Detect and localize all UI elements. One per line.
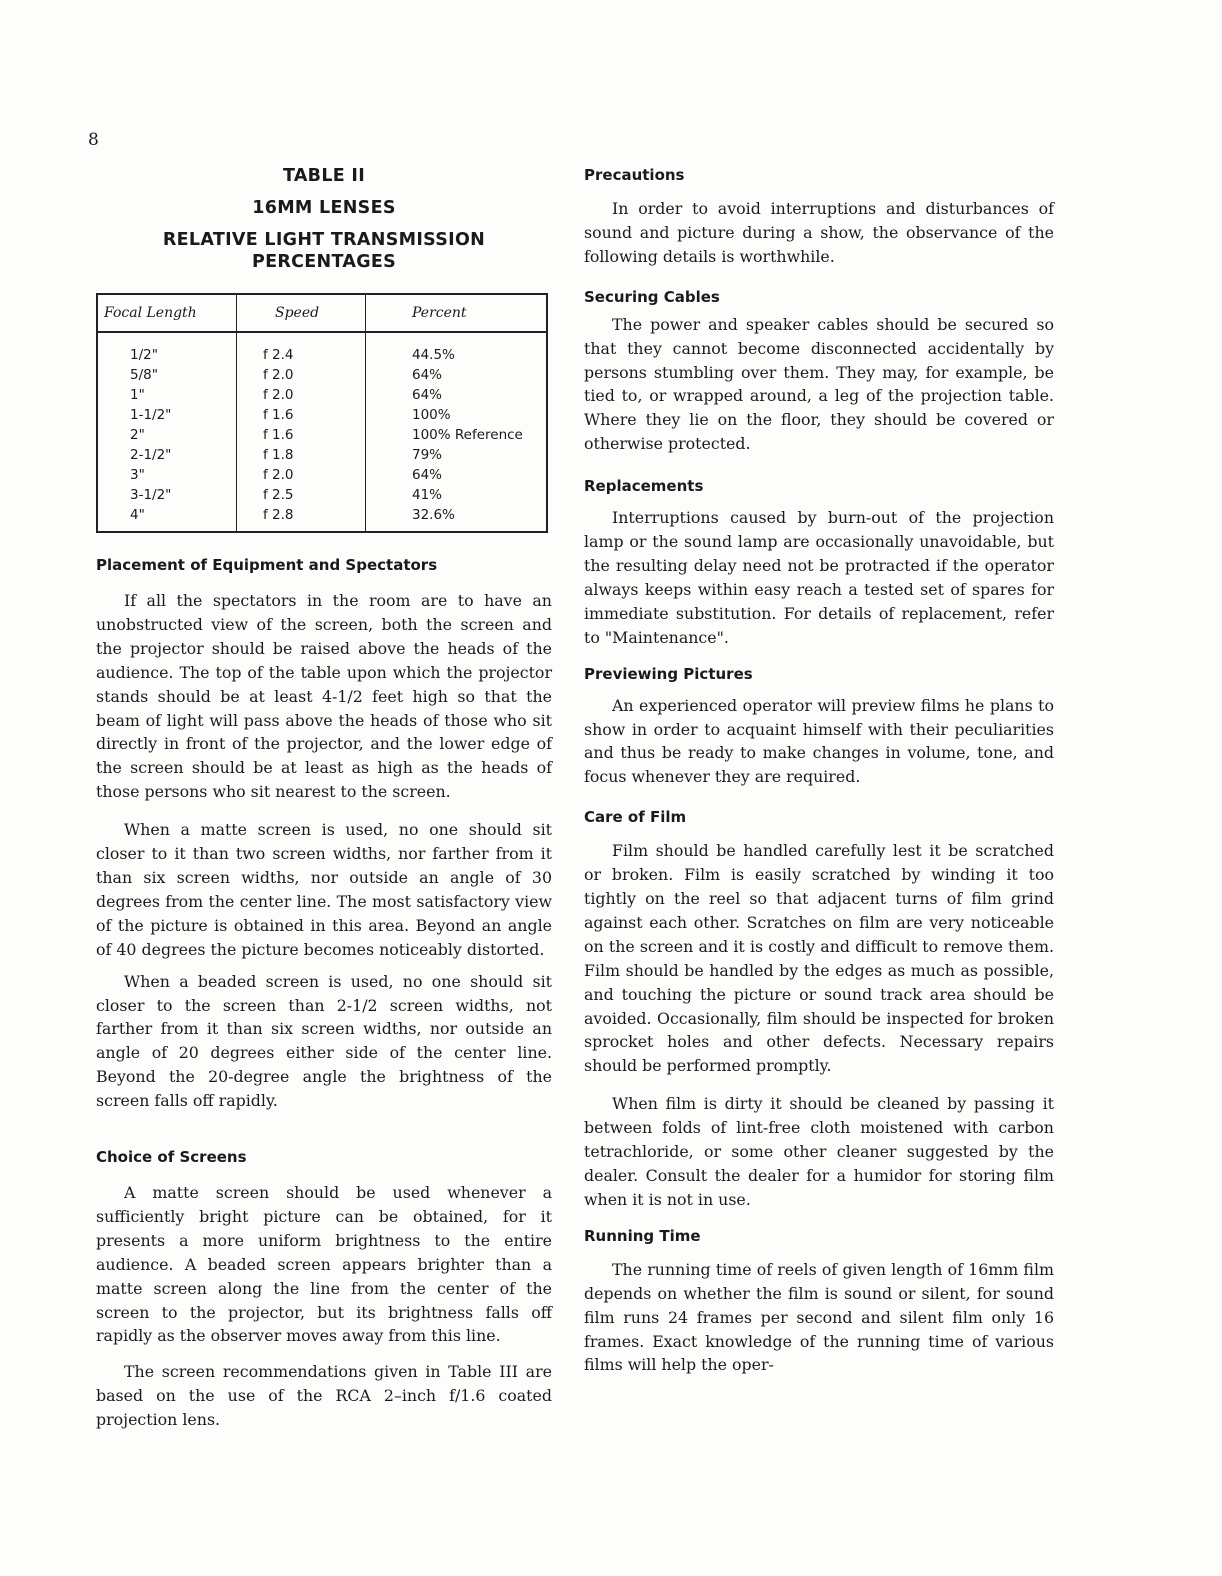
cell-focal-length: 4" (97, 505, 237, 532)
paragraph: An experienced operator will preview films he plans to show in order to acquaint himself with their peculiarities and thus be ready to make changes in volume, tone, and focus whenever they are required. (584, 695, 1054, 787)
cell-speed: f 2.0 (237, 385, 366, 405)
cell-focal-length: 3-1/2" (97, 485, 237, 505)
cell-percent: 41% (412, 487, 443, 503)
table-title: TABLE II (282, 166, 366, 186)
paragraph: Film should be handled carefully lest it be scratched or broken. Film is easily scratched by winding it too tightly on the reel so that adjacent turns of film grind against each other. Scratches on film are very noticeable on the screen and it is costly and difficult to remove them. Film should be handled by the edges as much as possible, and touching the picture or sound track area should be avoided. Occasionally, film should be inspected for broken sprocket holes and other defects. Necessary repairs should be performed promptly. (584, 841, 1054, 1076)
section-heading-previewing: Previewing Pictures (584, 664, 753, 683)
cell-percent: 100% Reference (412, 427, 523, 443)
table-caption: RELATIVE LIGHT TRANSMISSION PERCENTAGES (162, 230, 486, 272)
cell-speed: f 2.4 (237, 332, 366, 365)
section-heading-screens: Choice of Screens (96, 1148, 247, 1167)
cell-focal-length: 2" (97, 425, 237, 445)
page-number: 8 (88, 130, 99, 150)
table-row (97, 445, 547, 465)
paragraph: If all the spectators in the room are to have an unobstructed view of the screen, both the screen and the projector should be raised above the heads of the audience. The top of the table upon which the projector stands should be at least 4-1/2 feet high so that the beam of light will pass above the heads of those who sit directly in front of the projector, and the lower edge of the screen should be at least as high as the heads of those persons who sit nearest to the screen. (96, 591, 552, 802)
left-column (96, 165, 552, 1432)
section-heading-replacements: Replacements (584, 477, 704, 496)
table-row (97, 385, 547, 405)
cell-speed: f 2.0 (237, 465, 366, 485)
table-row (97, 405, 547, 425)
header-speed: Speed (237, 294, 366, 332)
cell-speed: f 2.5 (237, 485, 366, 505)
cell-speed: f 2.8 (237, 505, 366, 532)
cell-percent: 100% (412, 407, 451, 423)
right-column (584, 165, 1054, 1377)
paragraph: Interruptions caused by burn-out of the projection lamp or the sound lamp are occasionally unavoidable, but the resulting delay need not be protracted if the operator always keeps within easy reach a tested set of spares for immediate substitution. For details of replacement, refer to "Maintenance". (584, 508, 1054, 647)
paragraph: In order to avoid interruptions and disturbances of sound and picture during a show, the observance of the following details is worthwhile. (584, 199, 1054, 266)
cell-percent: 44.5% (412, 347, 455, 363)
cell-percent: 64% (412, 387, 443, 403)
table-row (97, 465, 547, 485)
cell-percent: 64% (412, 467, 443, 483)
section-heading-precautions: Precautions (584, 166, 685, 184)
section-heading-cables: Securing Cables (584, 287, 720, 306)
cell-focal-length: 1" (97, 385, 237, 405)
cell-percent: 79% (412, 447, 443, 463)
section-heading-running: Running Time (584, 1226, 701, 1245)
paragraph: A matte screen should be used whenever a sufficiently bright picture can be obtained, for it presents a more uniform brightness to the entire audience. A beaded screen appears brighter than a matte screen along the line from the center of the screen to the projector, but its brightness falls off rapidly as the observer moves away from this line. (96, 1183, 552, 1346)
cell-focal-length: 1-1/2" (97, 405, 237, 425)
paragraph: The screen recommendations given in Table III are based on the use of the RCA 2–inch f/1.6 coated projection lens. (96, 1362, 552, 1430)
table-row (97, 505, 547, 532)
table-row (97, 485, 547, 505)
header-focal-length: Focal Length (97, 294, 237, 332)
table-subtitle: 16MM LENSES (252, 198, 396, 218)
cell-focal-length: 5/8" (97, 365, 237, 385)
cell-speed: f 2.0 (237, 365, 366, 385)
header-percent: Percent (366, 294, 548, 332)
lens-table (96, 293, 548, 533)
section-heading-care: Care of Film (584, 808, 687, 827)
table-header-row (97, 294, 547, 332)
paragraph: The running time of reels of given length of 16mm film depends on whether the film is sound or silent, for sound film runs 24 frames per second and silent film only 16 frames. Exact knowledge of the running time of various films will help the oper- (584, 1259, 1054, 1375)
table-row (97, 332, 547, 365)
cell-speed: f 1.6 (237, 425, 366, 445)
cell-speed: f 1.8 (237, 445, 366, 465)
paragraph: When a beaded screen is used, no one should sit closer to the screen than 2-1/2 screen widths, not farther from it than six screen widths, nor outside an angle of 20 degrees either side of the center line. Beyond the 20-degree angle the brightness of the screen falls off rapidly. (96, 971, 552, 1111)
cell-percent: 64% (412, 367, 443, 383)
cell-focal-length: 2-1/2" (97, 445, 237, 465)
table-row (97, 365, 547, 385)
cell-focal-length: 1/2" (97, 332, 237, 365)
section-heading-placement: Placement of Equipment and Spectators (96, 556, 438, 574)
cell-focal-length: 3" (97, 465, 237, 485)
paragraph: The power and speaker cables should be secured so that they cannot become disconnected accidentally by persons stumbling over them. They may, for example, be tied to, or wrapped around, a leg of the projection table. Where they lie on the floor, they should be covered or otherwise protected. (584, 314, 1054, 454)
table-row (97, 425, 547, 445)
paragraph: When a matte screen is used, no one should sit closer to it than two screen widths, nor farther from it than six screen widths, nor outside an angle of 30 degrees from the center line. The most satisfactory view of the picture is obtained in this area. Beyond an angle of 40 degrees the picture becomes noticeably distorted. (96, 820, 552, 959)
cell-speed: f 1.6 (237, 405, 366, 425)
cell-percent: 32.6% (412, 507, 455, 523)
paragraph: When film is dirty it should be cleaned by passing it between folds of lint-free cloth moistened with carbon tetrachloride, or some other cleaner suggested by the dealer. Consult the dealer for a humidor for storing film when it is not in use. (584, 1094, 1054, 1209)
